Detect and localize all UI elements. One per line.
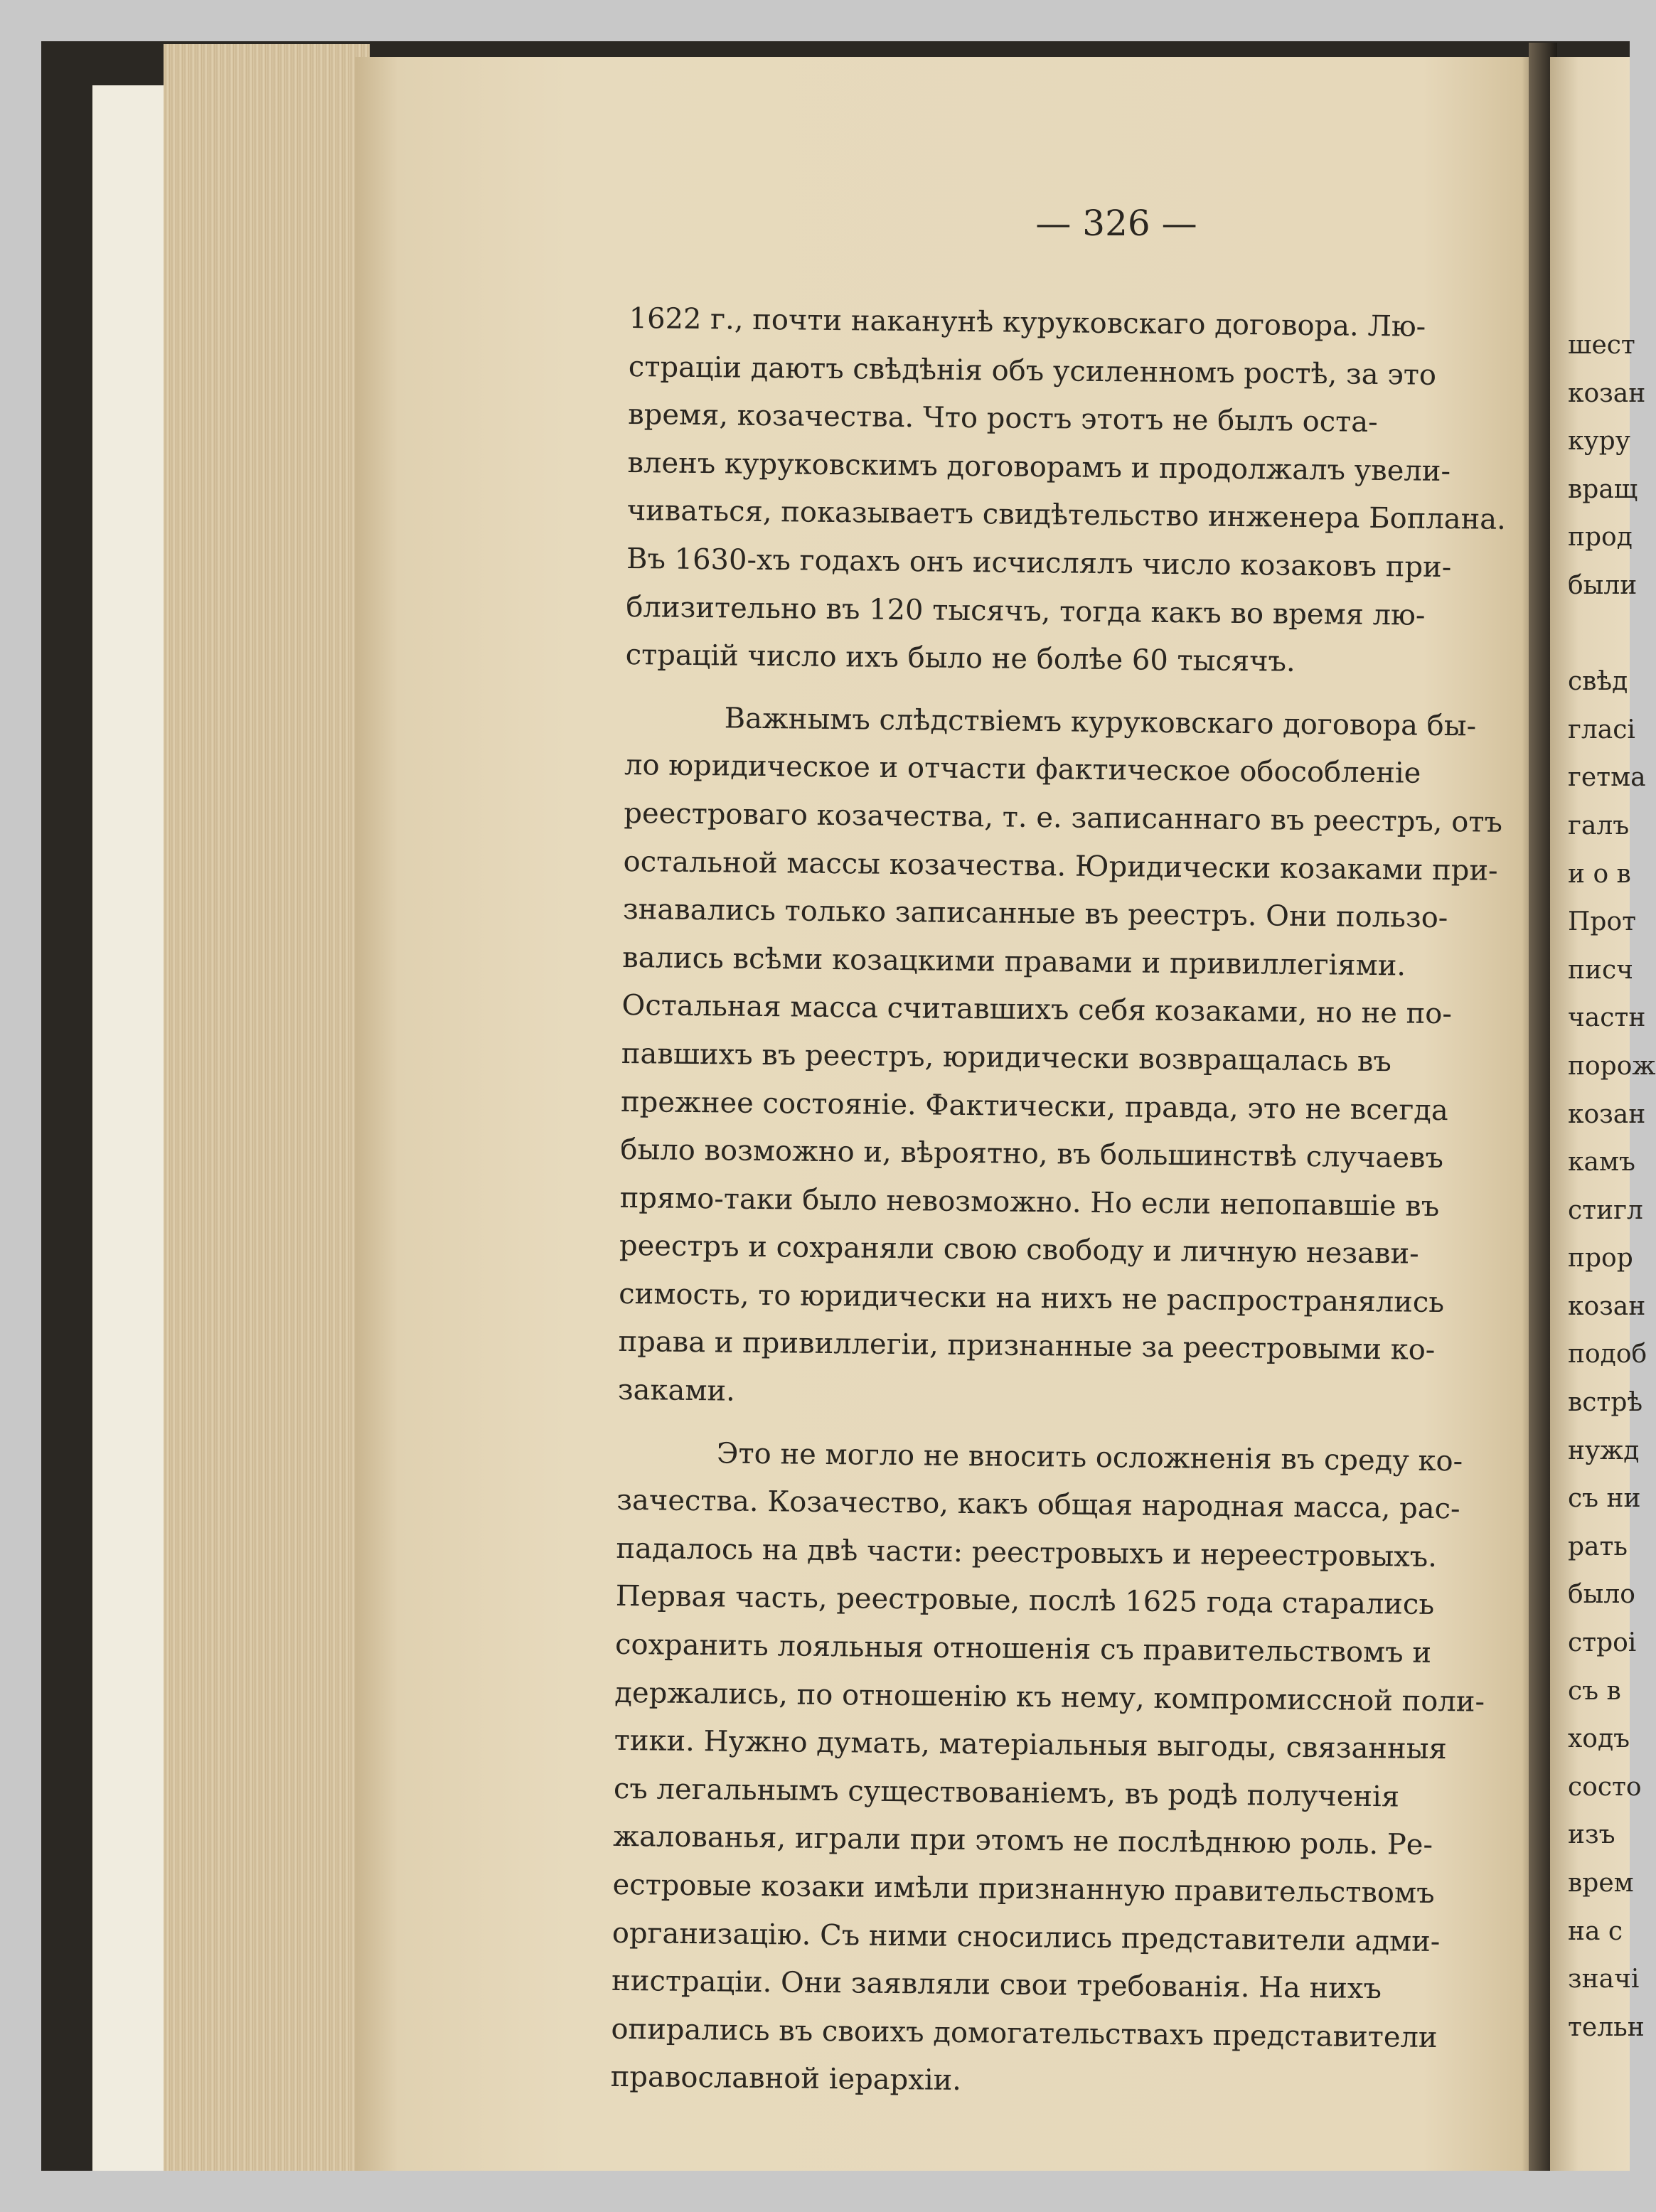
facing-text-line: тельн: [1568, 2012, 1645, 2042]
text-line: реестроваго козачества, т. е. записаннаго въ реестръ, отъ: [624, 796, 1503, 839]
facing-text-line: значі: [1568, 1965, 1640, 1994]
facing-text-line: были: [1568, 570, 1638, 600]
facing-text-line: порож: [1568, 1051, 1656, 1081]
facing-text-line: врем: [1568, 1869, 1634, 1898]
facing-text-line: нужд: [1568, 1436, 1640, 1465]
text-line: вленъ куруковскимъ договорамъ и продолжалъ увели-: [627, 446, 1451, 488]
facing-text-line: встрѣ: [1568, 1388, 1643, 1418]
text-line: прямо-таки было невозможно. Но если непопавшіе въ: [619, 1181, 1440, 1223]
text-line: держались, по отношенію къ нему, компромиссной поли-: [614, 1676, 1485, 1719]
text-line: остальной массы козачества. Юридически козаками при-: [623, 845, 1498, 887]
facing-text-line: [1568, 610, 1632, 658]
text-line: реестръ и сохраняли свою свободу и личную незави-: [619, 1229, 1419, 1271]
text-line: естровые козаки имѣли признанную правительствомъ: [612, 1868, 1435, 1910]
facing-text-line: козан: [1568, 378, 1646, 408]
text-line: прежнее состояніе. Фактически, правда, это не всегда: [620, 1085, 1449, 1127]
text-line: права и привиллегіи, признанные за реестровыми ко-: [618, 1325, 1436, 1367]
text-line: ло юридическое и отчасти фактическое обособленіе: [624, 749, 1421, 791]
facing-text-line: изъ: [1568, 1820, 1615, 1850]
text-line: Въ 1630-хъ годахъ онъ исчислялъ число козаковъ при-: [626, 542, 1452, 584]
facing-text-line: писч: [1568, 955, 1633, 985]
page-body-text: [610, 295, 1529, 2111]
facing-text-line: камъ: [1568, 1148, 1635, 1177]
facing-text-line: козан: [1568, 1291, 1646, 1321]
facing-text-line: прод: [1568, 523, 1633, 552]
facing-page-text: [1568, 321, 1656, 2051]
facing-text-line: было: [1568, 1580, 1635, 1610]
text-line: Остальная масса считавшихъ себя козаками, но не по-: [621, 989, 1453, 1031]
facing-text-line: ходъ: [1568, 1724, 1630, 1754]
facing-text-line: стигл: [1568, 1195, 1643, 1225]
text-line: павшихъ въ реестръ, юридически возвращалась въ: [621, 1037, 1392, 1079]
left-margin-strip: [92, 85, 164, 2171]
facing-text-line: на с: [1568, 1916, 1623, 1946]
facing-text-line: вращ: [1568, 474, 1638, 504]
page-number: — 326 —: [1035, 203, 1197, 244]
text-line: страцій число ихъ было не болѣе 60 тысячъ.: [625, 639, 1296, 678]
text-line: время, козачества. Что ростъ этотъ не былъ оста-: [627, 398, 1378, 439]
text-line: падалось на двѣ части: реестровыхъ и нереестровыхъ.: [616, 1532, 1438, 1573]
facing-text-line: прор: [1568, 1244, 1633, 1273]
text-line: вались всѣми козацкими правами и привиллегіями.: [622, 941, 1406, 983]
facing-text-line: Прот: [1568, 907, 1637, 937]
facing-text-line: состо: [1568, 1772, 1642, 1802]
facing-text-line: строі: [1568, 1628, 1637, 1658]
facing-text-line: частн: [1568, 1003, 1646, 1033]
text-line: съ легальнымъ существованіемъ, въ родѣ полученія: [613, 1772, 1400, 1814]
facing-text-line: съ ни: [1568, 1484, 1641, 1514]
text-line: Важнымъ слѣдствіемъ куруковскаго договора бы-: [724, 702, 1477, 743]
text-line: знавались только записанные въ реестръ. Они пользо-: [622, 893, 1448, 935]
text-line: сохранить лояльныя отношенія съ правительствомъ и: [614, 1628, 1432, 1669]
text-line: близительно въ 120 тысячъ, тогда какъ во время лю-: [626, 590, 1426, 632]
facing-text-line: гетма: [1568, 763, 1646, 793]
text-line: зачества. Козачество, какъ общая народная масса, рас-: [616, 1484, 1460, 1526]
facing-text-line: подоб: [1568, 1340, 1647, 1369]
facing-text-line: и о в: [1568, 859, 1631, 889]
text-line: организацію. Съ ними сносились представители адми-: [611, 1916, 1441, 1958]
text-line: заками.: [617, 1373, 736, 1408]
text-line: чиваться, показываетъ свидѣтельство инженера Боплана.: [626, 494, 1507, 537]
facing-text-line: рать: [1568, 1532, 1628, 1561]
text-line: тики. Нужно думать, матеріальныя выгоды, связанныя: [614, 1724, 1448, 1766]
text-line: православной іерархіи.: [610, 2061, 962, 2098]
text-line: 1622 г., почти наканунѣ куруковскаго договора. Лю-: [629, 301, 1426, 343]
facing-text-line: куру: [1568, 427, 1630, 456]
facing-text-line: гласі: [1568, 715, 1635, 744]
text-line: Это не могло не вносить осложненія въ среду ко-: [716, 1437, 1463, 1478]
facing-text-line: свѣд: [1568, 667, 1628, 697]
text-line: жалованья, играли при этомъ не послѣднюю роль. Ре-: [613, 1820, 1433, 1862]
text-line: симость, то юридически на нихъ не распространялись: [619, 1277, 1445, 1319]
facing-text-line: шест: [1568, 331, 1635, 360]
facing-text-line: съ в: [1568, 1676, 1621, 1706]
text-line: было возможно и, вѣроятно, въ большинствѣ случаевъ: [620, 1133, 1444, 1175]
text-line: опирались въ своихъ домогательствахъ представители: [611, 2012, 1438, 2054]
book-page-edges: [164, 44, 370, 2171]
facing-text-line: галъ: [1568, 811, 1630, 840]
facing-text-line: козан: [1568, 1099, 1646, 1129]
text-line: страціи даютъ свѣдѣнія объ усиленномъ ростѣ, за это: [628, 350, 1437, 392]
text-line: нистраціи. Они заявляли свои требованія. На нихъ: [611, 1965, 1382, 2006]
text-line: Первая часть, реестровые, послѣ 1625 года старались: [615, 1580, 1435, 1622]
